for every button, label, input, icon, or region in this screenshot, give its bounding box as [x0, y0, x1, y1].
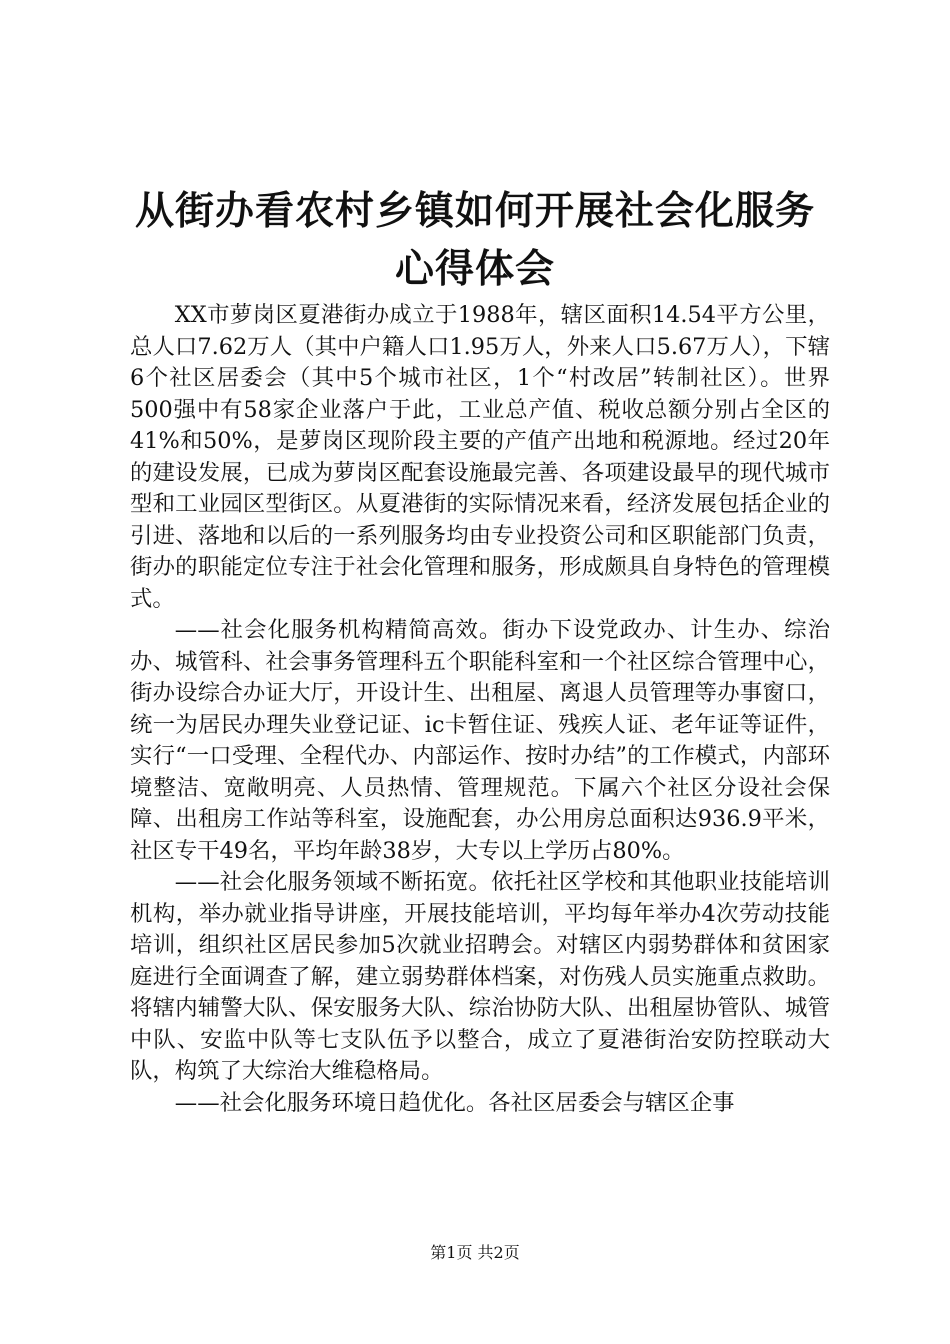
paragraph-service-environment: ——社会化服务环境日趋优化。各社区居委会与辖区企事	[174, 1089, 735, 1116]
document-body	[130, 300, 830, 1119]
document-title: 从街办看农村乡镇如何开展社会化服务心得体会	[134, 188, 815, 292]
page-footer: 第1页 共2页	[430, 1243, 520, 1262]
paragraph-service-agency: ——社会化服务机构精简高效。街办下设党政办、计生办、综治办、城管科、社会事务管理科五个职能科室和一个社区综合管理中心，街办设综合办证大厅，开设计生、出租屋、离退人员管理等办事窗口，统一为居民办理失业登记证、ic卡暂住证、残疾人证、老年证等证件，实行“一口受理、全程代办、内部运作、按时办结”的工作模式，内部环境整洁、宽敞明亮、人员热情、管理规范。下属六个社区分设社会保障、出租房工作站等科室，设施配套，办公用房总面积达936.9平米，社区专干49名，平均年龄38岁，大专以上学历占80%。	[130, 617, 830, 864]
paragraph-intro: XX市萝岗区夏港街办成立于1988年，辖区面积14.54平方公里，总人口7.62万人（其中户籍人口1.95万人，外来人口5.67万人），下辖6个社区居委会（其中5个城市社区，1个“村改居”转制社区）。世界500强中有58家企业落户于此，工业总产值、税收总额分别占全区的41%和50%，是萝岗区现阶段主要的产值产出地和税源地。经过20年的建设发展，已成为萝岗区配套设施最完善、各项建设最早的现代城市型和工业园区型街区。从夏港街的实际情况来看，经济发展包括企业的引进、落地和以后的一系列服务均由专业投资公司和区职能部门负责，街办的职能定位专注于社会化管理和服务，形成颇具自身特色的管理模式。	[130, 302, 830, 612]
paragraph-service-scope: ——社会化服务领域不断拓宽。依托社区学校和其他职业技能培训机构，举办就业指导讲座，开展技能培训，平均每年举办4次劳动技能培训，组织社区居民参加5次就业招聘会。对辖区内弱势群体和贫困家庭进行全面调查了解，建立弱势群体档案，对伤残人员实施重点救助。将辖内辅警大队、保安服务大队、综治协防大队、出租屋协管队、城管中队、安监中队等七支队伍予以整合，成立了夏港街治安防控联动大队，构筑了大综治大维稳格局。	[130, 869, 830, 1084]
